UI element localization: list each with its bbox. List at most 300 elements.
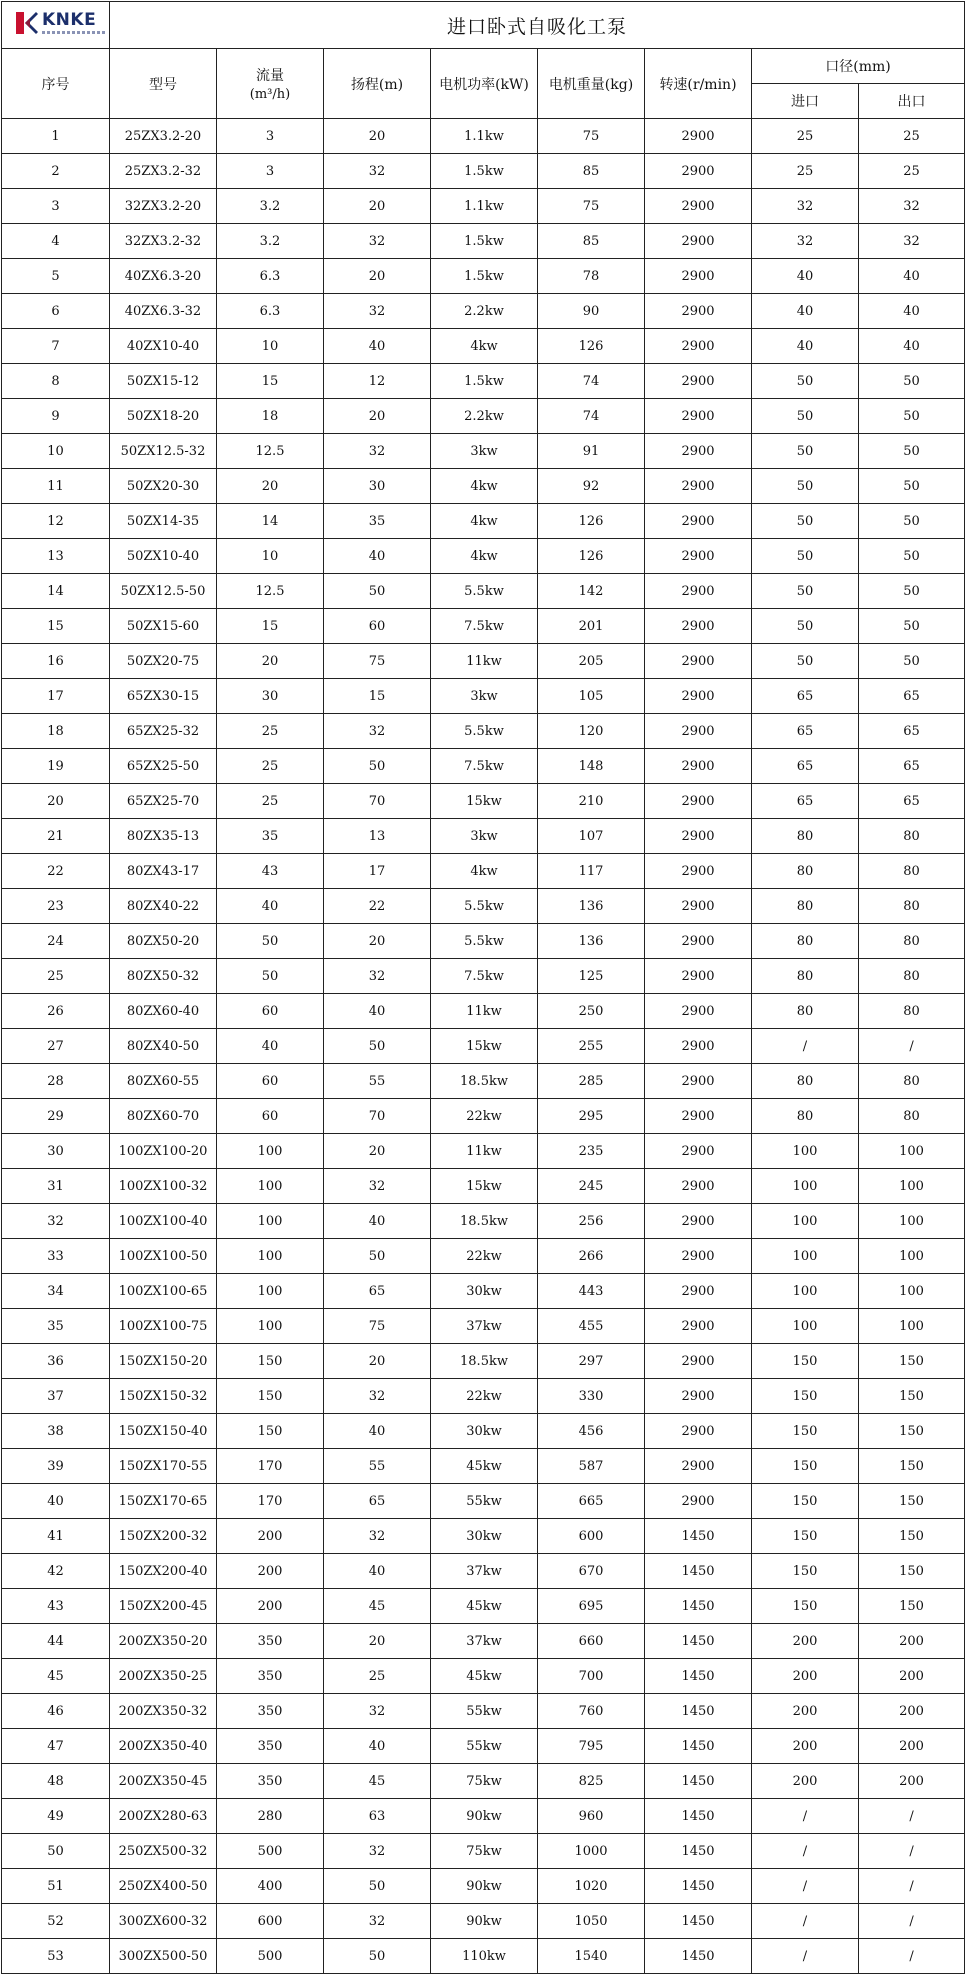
cell-head: 15 bbox=[324, 679, 431, 714]
cell-index: 42 bbox=[2, 1554, 110, 1589]
cell-flow: 350 bbox=[217, 1659, 324, 1694]
cell-speed: 2900 bbox=[645, 574, 752, 609]
cell-power: 1.5kw bbox=[431, 259, 538, 294]
cell-flow: 400 bbox=[217, 1869, 324, 1904]
cell-power: 45kw bbox=[431, 1589, 538, 1624]
cell-inlet: 100 bbox=[752, 1204, 859, 1239]
cell-power: 18.5kw bbox=[431, 1344, 538, 1379]
cell-power: 1.1kw bbox=[431, 189, 538, 224]
cell-head: 32 bbox=[324, 959, 431, 994]
cell-power: 11kw bbox=[431, 994, 538, 1029]
cell-model: 100ZX100-20 bbox=[110, 1134, 217, 1169]
cell-model: 200ZX280-63 bbox=[110, 1799, 217, 1834]
cell-weight: 92 bbox=[538, 469, 645, 504]
cell-head: 32 bbox=[324, 434, 431, 469]
cell-power: 55kw bbox=[431, 1729, 538, 1764]
cell-head: 45 bbox=[324, 1589, 431, 1624]
cell-flow: 100 bbox=[217, 1239, 324, 1274]
cell-speed: 2900 bbox=[645, 1484, 752, 1519]
cell-head: 32 bbox=[324, 224, 431, 259]
cell-index: 41 bbox=[2, 1519, 110, 1554]
cell-weight: 142 bbox=[538, 574, 645, 609]
cell-head: 60 bbox=[324, 609, 431, 644]
table-row bbox=[2, 189, 965, 224]
cell-weight: 75 bbox=[538, 189, 645, 224]
cell-weight: 670 bbox=[538, 1554, 645, 1589]
table-row bbox=[2, 1939, 965, 1974]
cell-speed: 2900 bbox=[645, 1204, 752, 1239]
table-body bbox=[2, 119, 965, 1974]
cell-speed: 2900 bbox=[645, 1099, 752, 1134]
cell-inlet: 40 bbox=[752, 294, 859, 329]
cell-head: 50 bbox=[324, 1239, 431, 1274]
cell-flow: 60 bbox=[217, 994, 324, 1029]
cell-index: 7 bbox=[2, 329, 110, 364]
cell-outlet: 200 bbox=[859, 1659, 965, 1694]
cell-index: 10 bbox=[2, 434, 110, 469]
cell-speed: 2900 bbox=[645, 399, 752, 434]
cell-flow: 60 bbox=[217, 1064, 324, 1099]
cell-head: 75 bbox=[324, 1309, 431, 1344]
cell-index: 2 bbox=[2, 154, 110, 189]
cell-weight: 297 bbox=[538, 1344, 645, 1379]
cell-outlet: 150 bbox=[859, 1379, 965, 1414]
cell-head: 55 bbox=[324, 1064, 431, 1099]
cell-head: 20 bbox=[324, 1624, 431, 1659]
cell-weight: 126 bbox=[538, 504, 645, 539]
cell-speed: 2900 bbox=[645, 1379, 752, 1414]
cell-head: 17 bbox=[324, 854, 431, 889]
table-row bbox=[2, 1414, 965, 1449]
logo-wordmark bbox=[42, 12, 106, 34]
header-diameter: 口径(mm) bbox=[752, 49, 965, 84]
cell-index: 18 bbox=[2, 714, 110, 749]
cell-power: 1.5kw bbox=[431, 154, 538, 189]
cell-outlet: / bbox=[859, 1939, 965, 1974]
cell-model: 150ZX170-55 bbox=[110, 1449, 217, 1484]
cell-inlet: 150 bbox=[752, 1344, 859, 1379]
table-row bbox=[2, 1624, 965, 1659]
cell-inlet: / bbox=[752, 1834, 859, 1869]
cell-model: 50ZX15-60 bbox=[110, 609, 217, 644]
cell-model: 40ZX10-40 bbox=[110, 329, 217, 364]
cell-speed: 2900 bbox=[645, 994, 752, 1029]
cell-speed: 2900 bbox=[645, 1029, 752, 1064]
cell-head: 12 bbox=[324, 364, 431, 399]
cell-inlet: 200 bbox=[752, 1694, 859, 1729]
table-row bbox=[2, 1764, 965, 1799]
cell-speed: 2900 bbox=[645, 644, 752, 679]
cell-power: 30kw bbox=[431, 1274, 538, 1309]
table-row bbox=[2, 1099, 965, 1134]
cell-inlet: 150 bbox=[752, 1589, 859, 1624]
cell-inlet: 150 bbox=[752, 1484, 859, 1519]
cell-inlet: 150 bbox=[752, 1449, 859, 1484]
cell-weight: 107 bbox=[538, 819, 645, 854]
cell-outlet: 50 bbox=[859, 609, 965, 644]
cell-model: 50ZX18-20 bbox=[110, 399, 217, 434]
cell-inlet: 200 bbox=[752, 1764, 859, 1799]
cell-inlet: 50 bbox=[752, 364, 859, 399]
cell-outlet: 150 bbox=[859, 1589, 965, 1624]
cell-index: 5 bbox=[2, 259, 110, 294]
cell-flow: 200 bbox=[217, 1519, 324, 1554]
cell-weight: 74 bbox=[538, 364, 645, 399]
cell-model: 80ZX50-32 bbox=[110, 959, 217, 994]
cell-weight: 120 bbox=[538, 714, 645, 749]
cell-model: 50ZX14-35 bbox=[110, 504, 217, 539]
cell-weight: 245 bbox=[538, 1169, 645, 1204]
cell-speed: 2900 bbox=[645, 1449, 752, 1484]
cell-index: 47 bbox=[2, 1729, 110, 1764]
cell-speed: 2900 bbox=[645, 959, 752, 994]
cell-model: 50ZX20-30 bbox=[110, 469, 217, 504]
cell-head: 13 bbox=[324, 819, 431, 854]
cell-flow: 150 bbox=[217, 1379, 324, 1414]
cell-model: 32ZX3.2-20 bbox=[110, 189, 217, 224]
cell-model: 50ZX12.5-50 bbox=[110, 574, 217, 609]
cell-power: 45kw bbox=[431, 1659, 538, 1694]
cell-index: 52 bbox=[2, 1904, 110, 1939]
cell-speed: 2900 bbox=[645, 469, 752, 504]
cell-speed: 1450 bbox=[645, 1659, 752, 1694]
cell-flow: 15 bbox=[217, 609, 324, 644]
cell-power: 2.2kw bbox=[431, 294, 538, 329]
cell-index: 43 bbox=[2, 1589, 110, 1624]
cell-speed: 1450 bbox=[645, 1904, 752, 1939]
cell-outlet: / bbox=[859, 1834, 965, 1869]
cell-outlet: 50 bbox=[859, 644, 965, 679]
header-flow bbox=[217, 49, 324, 119]
cell-power: 4kw bbox=[431, 854, 538, 889]
cell-power: 75kw bbox=[431, 1764, 538, 1799]
cell-index: 4 bbox=[2, 224, 110, 259]
cell-index: 21 bbox=[2, 819, 110, 854]
header-flow-label: 流量 bbox=[256, 68, 284, 84]
cell-model: 150ZX150-20 bbox=[110, 1344, 217, 1379]
cell-speed: 2900 bbox=[645, 154, 752, 189]
table-row bbox=[2, 539, 965, 574]
cell-index: 51 bbox=[2, 1869, 110, 1904]
cell-inlet: 80 bbox=[752, 994, 859, 1029]
cell-model: 25ZX3.2-20 bbox=[110, 119, 217, 154]
cell-index: 3 bbox=[2, 189, 110, 224]
cell-index: 49 bbox=[2, 1799, 110, 1834]
logo-mark-icon bbox=[16, 12, 38, 34]
table-row bbox=[2, 1274, 965, 1309]
cell-weight: 78 bbox=[538, 259, 645, 294]
table-row bbox=[2, 1519, 965, 1554]
cell-weight: 205 bbox=[538, 644, 645, 679]
cell-flow: 40 bbox=[217, 889, 324, 924]
cell-speed: 1450 bbox=[645, 1764, 752, 1799]
cell-flow: 18 bbox=[217, 399, 324, 434]
cell-weight: 75 bbox=[538, 119, 645, 154]
cell-power: 18.5kw bbox=[431, 1204, 538, 1239]
cell-speed: 2900 bbox=[645, 329, 752, 364]
cell-index: 50 bbox=[2, 1834, 110, 1869]
cell-speed: 2900 bbox=[645, 924, 752, 959]
cell-outlet: 32 bbox=[859, 224, 965, 259]
cell-weight: 126 bbox=[538, 329, 645, 364]
cell-inlet: / bbox=[752, 1939, 859, 1974]
cell-flow: 6.3 bbox=[217, 259, 324, 294]
header-row bbox=[2, 49, 965, 84]
cell-flow: 25 bbox=[217, 749, 324, 784]
cell-power: 4kw bbox=[431, 504, 538, 539]
table-row bbox=[2, 434, 965, 469]
cell-index: 22 bbox=[2, 854, 110, 889]
cell-speed: 1450 bbox=[645, 1729, 752, 1764]
table-row bbox=[2, 1904, 965, 1939]
cell-weight: 117 bbox=[538, 854, 645, 889]
table-row bbox=[2, 1869, 965, 1904]
table-row bbox=[2, 1449, 965, 1484]
cell-inlet: 200 bbox=[752, 1729, 859, 1764]
cell-power: 37kw bbox=[431, 1554, 538, 1589]
table-row bbox=[2, 154, 965, 189]
cell-inlet: / bbox=[752, 1904, 859, 1939]
cell-head: 50 bbox=[324, 574, 431, 609]
cell-flow: 20 bbox=[217, 469, 324, 504]
header-inlet: 进口 bbox=[752, 84, 859, 119]
table-row bbox=[2, 644, 965, 679]
cell-outlet: 80 bbox=[859, 1099, 965, 1134]
cell-power: 4kw bbox=[431, 469, 538, 504]
cell-index: 26 bbox=[2, 994, 110, 1029]
cell-speed: 2900 bbox=[645, 294, 752, 329]
cell-outlet: 50 bbox=[859, 539, 965, 574]
cell-speed: 2900 bbox=[645, 1309, 752, 1344]
cell-weight: 126 bbox=[538, 539, 645, 574]
table-row bbox=[2, 399, 965, 434]
cell-power: 110kw bbox=[431, 1939, 538, 1974]
cell-inlet: / bbox=[752, 1869, 859, 1904]
cell-weight: 250 bbox=[538, 994, 645, 1029]
cell-speed: 2900 bbox=[645, 364, 752, 399]
cell-power: 55kw bbox=[431, 1484, 538, 1519]
cell-model: 200ZX350-20 bbox=[110, 1624, 217, 1659]
cell-index: 44 bbox=[2, 1624, 110, 1659]
cell-model: 250ZX500-32 bbox=[110, 1834, 217, 1869]
cell-power: 5.5kw bbox=[431, 714, 538, 749]
cell-outlet: 50 bbox=[859, 574, 965, 609]
cell-power: 30kw bbox=[431, 1519, 538, 1554]
cell-power: 15kw bbox=[431, 1169, 538, 1204]
cell-model: 80ZX43-17 bbox=[110, 854, 217, 889]
logo-text: KNKE bbox=[42, 10, 97, 30]
cell-head: 20 bbox=[324, 189, 431, 224]
cell-weight: 587 bbox=[538, 1449, 645, 1484]
table-row bbox=[2, 1204, 965, 1239]
cell-index: 15 bbox=[2, 609, 110, 644]
cell-outlet: 150 bbox=[859, 1449, 965, 1484]
cell-model: 200ZX350-40 bbox=[110, 1729, 217, 1764]
cell-outlet: / bbox=[859, 1799, 965, 1834]
cell-flow: 3.2 bbox=[217, 189, 324, 224]
cell-outlet: / bbox=[859, 1904, 965, 1939]
cell-speed: 2900 bbox=[645, 434, 752, 469]
cell-inlet: 80 bbox=[752, 854, 859, 889]
cell-model: 100ZX100-75 bbox=[110, 1309, 217, 1344]
cell-model: 250ZX400-50 bbox=[110, 1869, 217, 1904]
cell-inlet: 200 bbox=[752, 1659, 859, 1694]
cell-outlet: 80 bbox=[859, 994, 965, 1029]
cell-outlet: 200 bbox=[859, 1729, 965, 1764]
cell-weight: 600 bbox=[538, 1519, 645, 1554]
cell-power: 45kw bbox=[431, 1449, 538, 1484]
cell-outlet: 100 bbox=[859, 1274, 965, 1309]
cell-power: 11kw bbox=[431, 644, 538, 679]
table-row bbox=[2, 1239, 965, 1274]
cell-model: 80ZX60-55 bbox=[110, 1064, 217, 1099]
cell-inlet: 100 bbox=[752, 1239, 859, 1274]
logo-subtext bbox=[42, 31, 106, 34]
table-row bbox=[2, 504, 965, 539]
table-row bbox=[2, 994, 965, 1029]
cell-power: 3kw bbox=[431, 679, 538, 714]
cell-head: 32 bbox=[324, 1379, 431, 1414]
cell-index: 24 bbox=[2, 924, 110, 959]
cell-head: 70 bbox=[324, 784, 431, 819]
cell-inlet: 80 bbox=[752, 819, 859, 854]
cell-head: 20 bbox=[324, 1134, 431, 1169]
cell-head: 20 bbox=[324, 119, 431, 154]
cell-model: 80ZX60-40 bbox=[110, 994, 217, 1029]
cell-power: 37kw bbox=[431, 1309, 538, 1344]
cell-flow: 50 bbox=[217, 924, 324, 959]
cell-power: 3kw bbox=[431, 819, 538, 854]
cell-weight: 255 bbox=[538, 1029, 645, 1064]
cell-weight: 285 bbox=[538, 1064, 645, 1099]
cell-inlet: 50 bbox=[752, 539, 859, 574]
cell-flow: 12.5 bbox=[217, 434, 324, 469]
cell-index: 29 bbox=[2, 1099, 110, 1134]
cell-inlet: 150 bbox=[752, 1414, 859, 1449]
cell-power: 15kw bbox=[431, 1029, 538, 1064]
cell-index: 19 bbox=[2, 749, 110, 784]
cell-head: 20 bbox=[324, 399, 431, 434]
cell-model: 150ZX170-65 bbox=[110, 1484, 217, 1519]
cell-inlet: 65 bbox=[752, 679, 859, 714]
cell-weight: 210 bbox=[538, 784, 645, 819]
cell-speed: 1450 bbox=[645, 1939, 752, 1974]
table-row bbox=[2, 574, 965, 609]
cell-head: 40 bbox=[324, 329, 431, 364]
cell-index: 30 bbox=[2, 1134, 110, 1169]
cell-weight: 85 bbox=[538, 224, 645, 259]
cell-speed: 2900 bbox=[645, 1414, 752, 1449]
table-row bbox=[2, 294, 965, 329]
cell-flow: 350 bbox=[217, 1624, 324, 1659]
cell-weight: 74 bbox=[538, 399, 645, 434]
cell-flow: 500 bbox=[217, 1834, 324, 1869]
cell-head: 32 bbox=[324, 1694, 431, 1729]
cell-power: 22kw bbox=[431, 1239, 538, 1274]
cell-model: 100ZX100-65 bbox=[110, 1274, 217, 1309]
cell-power: 2.2kw bbox=[431, 399, 538, 434]
cell-model: 200ZX350-45 bbox=[110, 1764, 217, 1799]
cell-model: 80ZX40-50 bbox=[110, 1029, 217, 1064]
header-weight: 电机重量(kg) bbox=[538, 49, 645, 119]
cell-index: 27 bbox=[2, 1029, 110, 1064]
cell-flow: 6.3 bbox=[217, 294, 324, 329]
table-row bbox=[2, 1834, 965, 1869]
table-row bbox=[2, 1029, 965, 1064]
cell-weight: 456 bbox=[538, 1414, 645, 1449]
cell-weight: 760 bbox=[538, 1694, 645, 1729]
cell-outlet: 150 bbox=[859, 1519, 965, 1554]
table-row bbox=[2, 889, 965, 924]
cell-speed: 2900 bbox=[645, 1344, 752, 1379]
cell-weight: 256 bbox=[538, 1204, 645, 1239]
cell-index: 34 bbox=[2, 1274, 110, 1309]
cell-model: 200ZX350-32 bbox=[110, 1694, 217, 1729]
table-row bbox=[2, 819, 965, 854]
cell-inlet: 50 bbox=[752, 399, 859, 434]
cell-model: 80ZX35-13 bbox=[110, 819, 217, 854]
cell-head: 32 bbox=[324, 1904, 431, 1939]
cell-flow: 12.5 bbox=[217, 574, 324, 609]
table-row bbox=[2, 679, 965, 714]
cell-inlet: 100 bbox=[752, 1309, 859, 1344]
cell-flow: 3 bbox=[217, 154, 324, 189]
cell-speed: 1450 bbox=[645, 1834, 752, 1869]
cell-flow: 40 bbox=[217, 1029, 324, 1064]
cell-weight: 295 bbox=[538, 1099, 645, 1134]
cell-index: 13 bbox=[2, 539, 110, 574]
cell-model: 32ZX3.2-32 bbox=[110, 224, 217, 259]
cell-flow: 20 bbox=[217, 644, 324, 679]
cell-head: 40 bbox=[324, 539, 431, 574]
table-row bbox=[2, 1659, 965, 1694]
cell-outlet: 100 bbox=[859, 1309, 965, 1344]
cell-inlet: 50 bbox=[752, 469, 859, 504]
cell-speed: 2900 bbox=[645, 539, 752, 574]
cell-power: 22kw bbox=[431, 1379, 538, 1414]
cell-outlet: 150 bbox=[859, 1414, 965, 1449]
cell-index: 28 bbox=[2, 1064, 110, 1099]
cell-head: 22 bbox=[324, 889, 431, 924]
header-model: 型号 bbox=[110, 49, 217, 119]
cell-head: 40 bbox=[324, 1204, 431, 1239]
cell-speed: 2900 bbox=[645, 119, 752, 154]
cell-head: 20 bbox=[324, 259, 431, 294]
cell-weight: 1050 bbox=[538, 1904, 645, 1939]
cell-index: 1 bbox=[2, 119, 110, 154]
cell-speed: 2900 bbox=[645, 1169, 752, 1204]
cell-weight: 1000 bbox=[538, 1834, 645, 1869]
cell-model: 65ZX25-50 bbox=[110, 749, 217, 784]
cell-index: 46 bbox=[2, 1694, 110, 1729]
cell-index: 32 bbox=[2, 1204, 110, 1239]
cell-flow: 350 bbox=[217, 1764, 324, 1799]
cell-speed: 2900 bbox=[645, 784, 752, 819]
cell-head: 65 bbox=[324, 1274, 431, 1309]
cell-model: 65ZX30-15 bbox=[110, 679, 217, 714]
cell-index: 36 bbox=[2, 1344, 110, 1379]
table-row bbox=[2, 1799, 965, 1834]
cell-model: 65ZX25-70 bbox=[110, 784, 217, 819]
cell-power: 4kw bbox=[431, 329, 538, 364]
cell-speed: 1450 bbox=[645, 1799, 752, 1834]
cell-inlet: 150 bbox=[752, 1554, 859, 1589]
cell-weight: 695 bbox=[538, 1589, 645, 1624]
cell-flow: 15 bbox=[217, 364, 324, 399]
cell-speed: 2900 bbox=[645, 889, 752, 924]
header-head: 扬程(m) bbox=[324, 49, 431, 119]
cell-flow: 350 bbox=[217, 1729, 324, 1764]
